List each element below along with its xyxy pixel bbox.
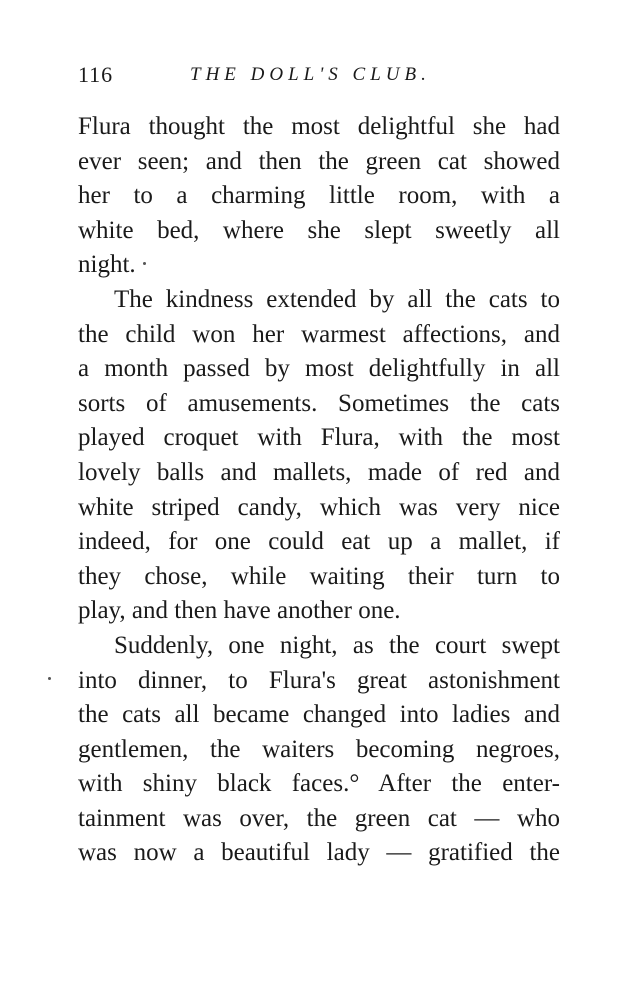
- text-line: a month passed by most delightfully in all: [78, 355, 560, 383]
- text-line: The kindness extended by all the cats to: [114, 285, 560, 313]
- text-line: indeed, for one could eat up a mallet, if: [78, 528, 560, 556]
- text-line: night.: [78, 251, 136, 279]
- text-line: they chose, while waiting their turn to: [78, 562, 560, 590]
- text-line: the child won her warmest affections, and: [78, 320, 560, 348]
- ink-speck: [143, 262, 146, 265]
- text-line: lovely balls and mallets, made of red and: [78, 458, 560, 486]
- body-text: [78, 110, 560, 871]
- text-line: the cats all became changed into ladies and: [78, 701, 560, 729]
- ink-speck: [48, 677, 51, 680]
- text-line: sorts of amusements. Sometimes the cats: [78, 389, 560, 417]
- text-line: Suddenly, one night, as the court swept: [114, 631, 560, 659]
- text-line: into dinner, to Flura's great astonishment: [78, 666, 560, 694]
- text-line: white striped candy, which was very nice: [78, 493, 560, 521]
- text-line: tainment was over, the green cat — who: [78, 804, 560, 832]
- text-line: was now a beautiful lady — gratified the: [78, 839, 560, 867]
- text-line: played croquet with Flura, with the most: [78, 424, 560, 452]
- text-line: with shiny black faces.° After the enter-: [78, 770, 560, 798]
- page-number: 116: [78, 62, 114, 87]
- text-line: ever seen; and then the green cat showed: [78, 147, 560, 175]
- text-line: white bed, where she slept sweetly all: [78, 216, 560, 244]
- text-line: Flura thought the most delightful she had: [78, 113, 560, 140]
- running-title: THE DOLL'S CLUB.: [190, 64, 431, 85]
- text-line: play, and then have another one.: [78, 597, 401, 625]
- text-line: her to a charming little room, with a: [78, 182, 560, 210]
- text-line: gentlemen, the waiters becoming negroes,: [78, 735, 560, 763]
- running-head: [78, 62, 558, 94]
